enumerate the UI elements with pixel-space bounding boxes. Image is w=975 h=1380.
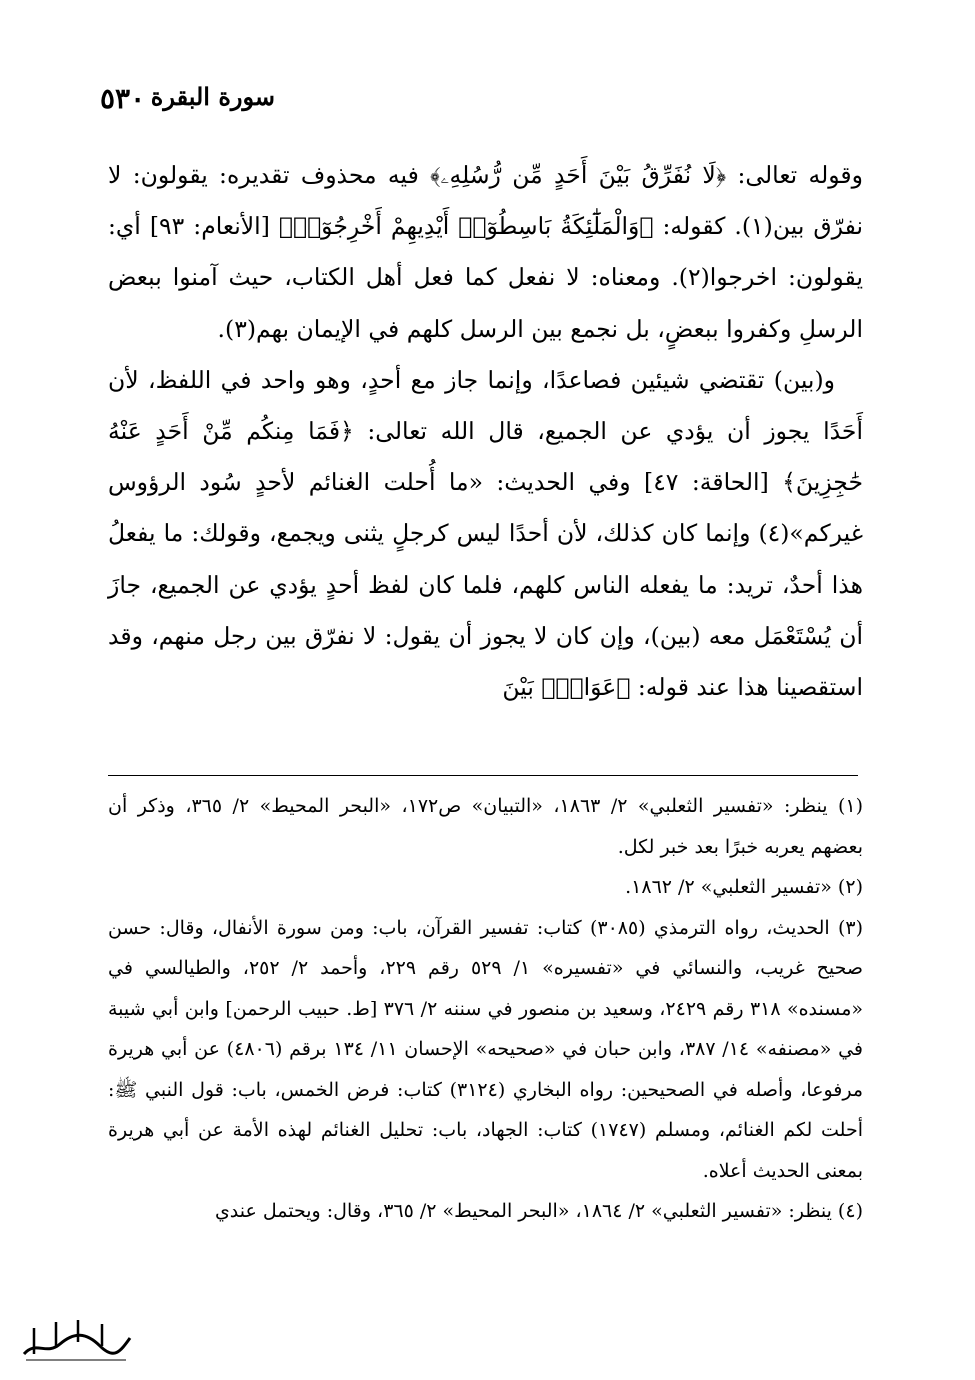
footnote-1: (١) ينظر: «تفسير الثعلبي» ٢/ ١٨٦٣، «التبيان» ص١٧٢، «البحر المحيط» ٢/ ٣٦٥، وذكر أن بعضهم يعربه خبرًا بعد خبر لكل.	[108, 795, 863, 858]
page-number: ٥٣٠	[100, 82, 146, 115]
surah-title: سورة البقرة	[150, 82, 275, 111]
main-text	[108, 150, 863, 713]
paragraph-2: و(بين) تقتضي شيئين فصاعدًا، وإنما جاز مع أحدٍ، وهو واحد في اللفظ، لأن أَحَدًا يجوز أن يؤدي عن الجميع، قال الله تعالى: ﴿فَمَا مِنكُم مِّنْ أَحَدٍ عَنْهُ حَٰجِزِينَ﴾ [الحاقة: ٤٧] وفي الحديث: «ما أُحلت الغنائم لأحدٍ سُود الرؤوس غيركم»(٤) وإنما كان كذلك، لأن أحدًا ليس كرجلٍ يثنى ويجمع، وقولك: ما يفعلُ هذا أحدٌ، تريد: ما يفعله الناس كلهم، فلما كان لفظ أحدٍ يؤدي عن الجميع، جازَ أن يُسْتَعْمَل معه (بين)، وإن كان لا يجوز أن يقول: لا نفرّق بين رجل منهم، وقد استقصينا هذا عند قوله: ﴿عَوَانٌۢ بَيْنَ	[108, 365, 863, 702]
footnote-3: (٣) الحديث، رواه الترمذي (٣٠٨٥) كتاب: تفسير القرآن، باب: ومن سورة الأنفال، وقال: حسن صحيح غريب، والنسائي في «تفسيره» ١/ ٥٢٩ رقم ٢٢٩، وأحمد ٢/ ٢٥٢، والطيالسي في «مسنده» ٣١٨ رقم ٢٤٢٩، وسعيد بن منصور في سننه ٢/ ٣٧٦ [ط. حبيب الرحمن] وابن أبي شيبة في «مصنفه» ١٤/ ٣٨٧، وابن حبان في «صحيحه» الإحسان ١١/ ١٣٤ برقم (٤٨٠٦) عن أبي هريرة مرفوعا، وأصله في الصحيحين: رواه البخاري (٣١٢٤) كتاب: فرض الخمس، باب: قول النبي ﷺ: أحلت لكم الغنائم، ومسلم (١٧٤٧) كتاب: الجهاد، باب: تحليل الغنائم لهذه الأمة عن أبي هريرة بمعنى الحديث أعلاه.	[108, 916, 864, 1182]
page-header	[0, 76, 975, 116]
footnote-2: (٢) «تفسير الثعلبي» ٢/ ١٨٦٢.	[625, 876, 863, 898]
paragraph-1: وقوله تعالى: ﴿لَا نُفَرِّقُ بَيْنَ أَحَدٍ مِّن رُّسُلِهِۦ﴾ فيه محذوف تقديره: يقولون: لا نفرّق بين(١). كقوله: ﴿وَالْمَلَٰٓئِكَةُ بَاسِطُوٓا۟ أَيْدِيهِمْ أَخْرِجُوٓا۟﴾ [الأنعام: ٩٣] أي: يقولون: اخرجوا(٢). ومعناه: لا نفعل كما فعل أهل الكتاب، حيث آمنوا ببعض الرسلِ وكفروا ببعضٍ، بل نجمع بين الرسل كلهم في الإيمان بهم(٣).	[108, 161, 863, 343]
footnote-separator	[108, 775, 858, 776]
footnote-4: (٤) ينظر: «تفسير الثعلبي» ٢/ ١٨٦٤، «البحر المحيط» ٢/ ٣٦٥، وقال: ويحتمل عندي	[214, 1200, 863, 1222]
footnotes	[108, 786, 863, 1232]
calligraphy-logo	[16, 1310, 136, 1366]
